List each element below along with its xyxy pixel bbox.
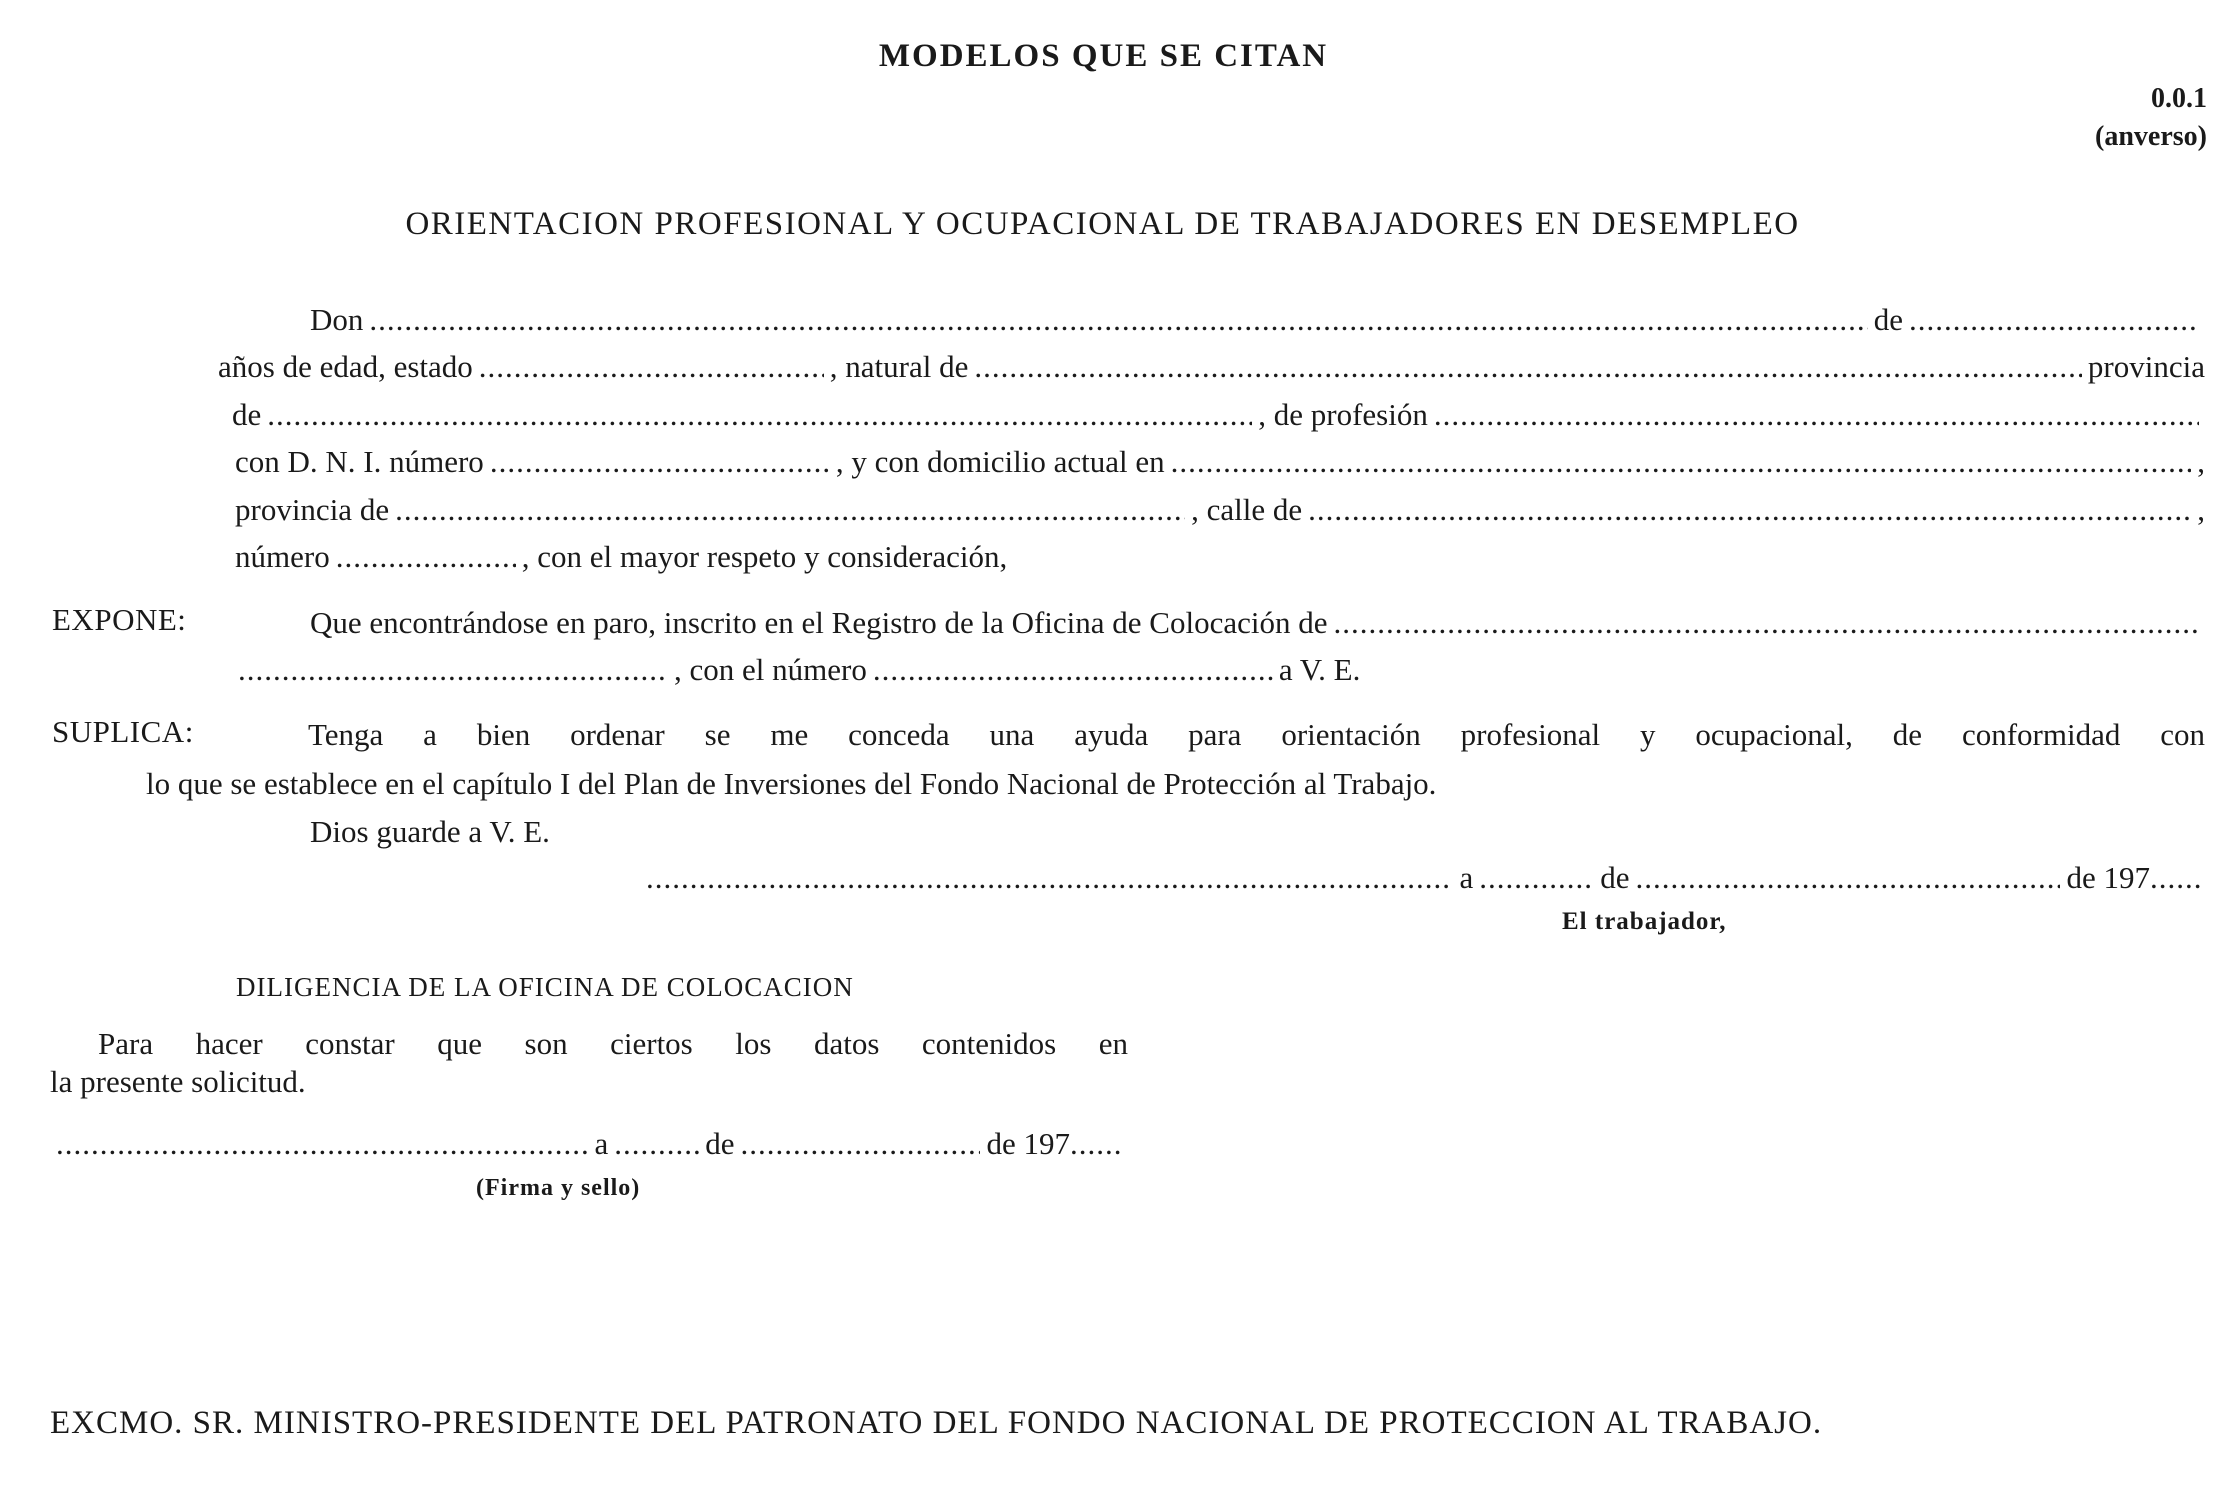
suplica-text-2: lo que se establece en el capítulo I del Plan de Inversiones del Fondo Nacional de Protección al Trabajo. xyxy=(146,766,1437,801)
label-de: de xyxy=(232,397,262,432)
label-address: , y con domicilio actual en xyxy=(835,444,1165,479)
expone-row-2 xyxy=(232,648,1492,692)
expone-text: Que encontrándose en paro, inscrito en el Registro de la Oficina de Colocación de xyxy=(310,605,1328,640)
label-don: Don xyxy=(310,302,364,337)
employment-office-field-cont[interactable] xyxy=(238,648,668,692)
label-date-a: a xyxy=(1459,860,1474,895)
office-date-row xyxy=(50,1122,1130,1166)
field-row-province xyxy=(232,393,2205,437)
applicant-day-field[interactable] xyxy=(1479,856,1594,900)
street-field[interactable] xyxy=(1308,488,2191,532)
label-dni: con D. N. I. número xyxy=(235,444,484,479)
form-title: ORIENTACION PROFESIONAL Y OCUPACIONAL DE TRABAJADORES EN DESEMPLEO xyxy=(405,206,1800,242)
office-day-field[interactable] xyxy=(614,1122,699,1166)
age-field[interactable] xyxy=(1909,298,2199,342)
field-row-age xyxy=(218,345,2205,389)
field-row-number xyxy=(235,535,1435,579)
address-city-field[interactable] xyxy=(1171,440,2192,484)
applicant-year-field[interactable] xyxy=(2150,856,2204,900)
dni-field[interactable] xyxy=(490,440,830,484)
label-age-de: de xyxy=(1873,302,1903,337)
label-a-ve: a V. E. xyxy=(1278,652,1361,687)
closing-row xyxy=(310,810,550,854)
comma: , xyxy=(2197,444,2205,479)
address-province-field[interactable] xyxy=(395,488,1185,532)
diligencia-row-2 xyxy=(50,1060,306,1104)
suplica-row-1 xyxy=(308,713,2205,757)
birthplace-field[interactable] xyxy=(974,345,2082,389)
expone-row-1 xyxy=(310,601,2205,645)
field-row-dni xyxy=(235,440,2205,484)
diligencia-text-2: la presente solicitud. xyxy=(50,1064,306,1099)
suplica-label: SUPLICA: xyxy=(52,714,194,749)
employment-office-field[interactable] xyxy=(1333,601,2199,645)
expone-label: EXPONE: xyxy=(52,602,187,637)
field-row-name xyxy=(310,298,2205,342)
office-month-field[interactable] xyxy=(740,1122,980,1166)
street-number-field[interactable] xyxy=(336,535,516,579)
registration-number-field[interactable] xyxy=(873,648,1273,692)
province-field[interactable] xyxy=(267,393,1252,437)
label-age-state: años de edad, estado xyxy=(218,349,473,384)
office-year-field[interactable] xyxy=(1070,1122,1124,1166)
form-code xyxy=(2095,80,2207,156)
label-registration-number: , con el número xyxy=(674,652,867,687)
label-office-date-de: de xyxy=(705,1126,735,1161)
label-province-de: provincia de xyxy=(235,492,390,527)
label-province: provincia xyxy=(2087,349,2205,384)
applicant-month-field[interactable] xyxy=(1635,856,2060,900)
name-field[interactable] xyxy=(369,298,1867,342)
label-street: , calle de xyxy=(1191,492,1303,527)
label-native-of: , natural de xyxy=(829,349,969,384)
civil-status-field[interactable] xyxy=(479,345,824,389)
suplica-row-2 xyxy=(146,762,2046,806)
form-code-number: 0.0.1 xyxy=(2151,83,2207,114)
suplica-text-1: Tenga a bien ordenar se me conceda una ayuda para orientación profesional y ocupacional, de conformidad con xyxy=(308,717,2205,752)
office-place-field[interactable] xyxy=(56,1122,588,1166)
diligencia-title: DILIGENCIA DE LA OFICINA DE COLOCACION xyxy=(236,972,854,1002)
label-office-year: de 197 xyxy=(986,1126,1070,1161)
form-code-side: (anverso) xyxy=(2095,121,2207,152)
label-number: número xyxy=(235,539,330,574)
applicant-date-row xyxy=(640,856,2210,900)
profession-field[interactable] xyxy=(1434,393,2199,437)
field-row-street xyxy=(235,488,2205,532)
label-year: de 197 xyxy=(2066,860,2150,895)
label-office-date-a: a xyxy=(594,1126,609,1161)
applicant-place-field[interactable] xyxy=(646,856,1453,900)
label-date-de: de xyxy=(1600,860,1630,895)
signature-caption: El trabajador, xyxy=(1562,908,1727,935)
respect-clause: , con el mayor respeto y consideración, xyxy=(521,539,1008,574)
addressee-line: EXCMO. SR. MINISTRO-PRESIDENTE DEL PATRONATO DEL FONDO NACIONAL DE PROTECCION AL TRABAJO. xyxy=(50,1405,1823,1441)
signature-seal-caption: (Firma y sello) xyxy=(476,1175,641,1201)
comma: , xyxy=(2197,492,2205,527)
label-profession: , de profesión xyxy=(1258,397,1428,432)
closing-text: Dios guarde a V. E. xyxy=(310,814,550,849)
document-heading: MODELOS QUE SE CITAN xyxy=(878,38,1329,74)
diligencia-text-1: Para hacer constar que son ciertos los datos contenidos en xyxy=(98,1026,1128,1061)
